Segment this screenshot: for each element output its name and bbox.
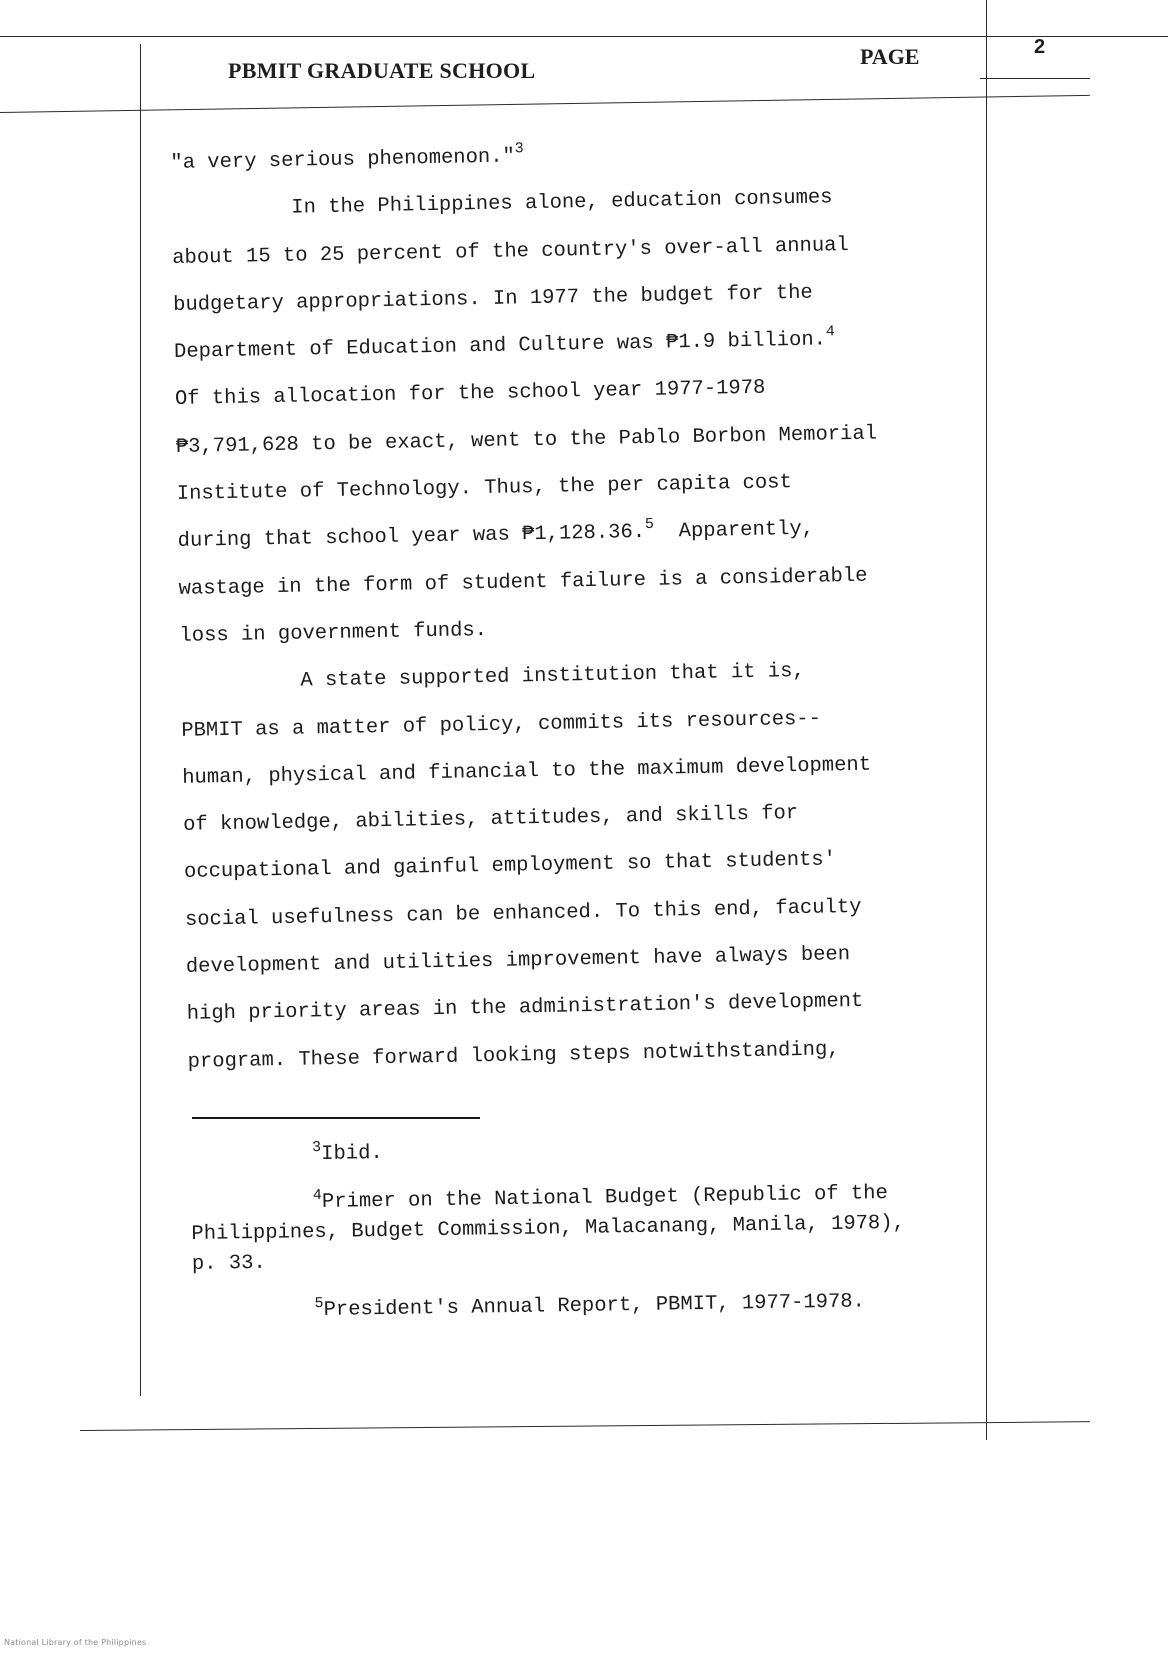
- footnote-number: 5: [314, 1294, 324, 1313]
- body-line: Of this allocation for the school year 1977-1978: [174, 377, 766, 412]
- body-paragraphs: [170, 124, 1018, 1086]
- body-line: In the Philippines alone, education consumes: [291, 186, 833, 220]
- body-line: PBMIT as a matter of policy, commits its resources--: [181, 707, 822, 743]
- top-frame-rule: [0, 36, 1168, 37]
- footnote-ref-3: 3: [514, 140, 524, 158]
- footnote-ref-5: 5: [644, 516, 655, 534]
- body-line: Institute of Technology. Thus, the per capita cost: [176, 471, 793, 507]
- footnotes: [190, 1129, 1023, 1346]
- body-line: of knowledge, abilities, attitudes, and skills for: [182, 802, 799, 838]
- left-margin-rule: [140, 44, 141, 1396]
- body-line: social usefulness can be enhanced. To this end, faculty: [184, 895, 862, 932]
- body-line: occupational and gainful employment so that students': [183, 848, 837, 885]
- bottom-frame-rule: [80, 1421, 1090, 1431]
- footnote-text: Ibid.: [321, 1141, 383, 1166]
- body-line: Department of Education and Culture was ₱1.9 billion.$^4$: [173, 323, 836, 365]
- page-number: 2: [1034, 36, 1046, 58]
- footnote-text: President's Annual Report, PBMIT, 1977-1978.: [323, 1290, 866, 1322]
- body-line: budgetary appropriations. In 1977 the budget for the: [172, 281, 813, 317]
- footnote-number: 3: [311, 1138, 322, 1157]
- header-bottom-rule: [0, 95, 1090, 113]
- body-line: wastage in the form of student failure is a considerable: [178, 564, 868, 601]
- footnote-text: p. 33.: [191, 1251, 266, 1276]
- footnote-number: 4: [312, 1186, 323, 1205]
- footnote-4: [191, 1177, 1022, 1280]
- body-line: "a very serious phenomenon."$^3$: [170, 140, 524, 175]
- body-line: loss in government funds.: [179, 618, 488, 648]
- body-line: A state supported institution that it is,: [300, 660, 805, 693]
- footnote-separator: [192, 1117, 480, 1119]
- footnote-text: Philippines, Budget Commission, Malacanang, Manila, 1978),: [191, 1211, 906, 1246]
- body-line: about 15 to 25 percent of the country's over-all annual: [172, 233, 849, 270]
- body-line: development and utilities improvement have always been: [185, 943, 851, 979]
- footnote-5: [192, 1285, 1022, 1328]
- body-line: high priority areas in the administration's development: [186, 990, 864, 1027]
- footnote-3: [190, 1129, 1020, 1172]
- body-line: ₱3,791,628 to be exact, went to the Pablo Borbon Memorial: [175, 422, 878, 459]
- school-name-header: PBMIT GRADUATE SCHOOL: [228, 58, 536, 83]
- page-label: PAGE: [860, 44, 920, 69]
- body-line: during that school year was ₱1,128.36.$^5$ Apparently,: [177, 516, 815, 554]
- footnote-ref-4: 4: [825, 323, 836, 341]
- body-line: human, physical and financial to the maximum development: [182, 753, 872, 790]
- footnote-text: Primer on the National Budget (Republic of the: [321, 1182, 888, 1214]
- body-line: program. These forward looking steps notwithstanding,: [187, 1037, 840, 1074]
- header-page-rule: [980, 78, 1090, 79]
- library-watermark-text: National Library of the Philippines: [4, 1638, 147, 1647]
